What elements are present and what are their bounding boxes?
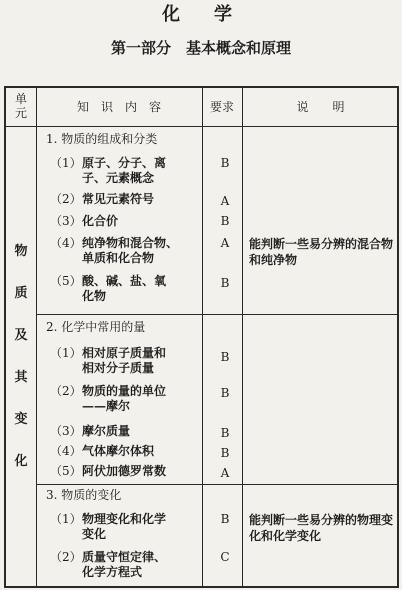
item-text bbox=[82, 156, 202, 186]
header-note: 说 明 bbox=[296, 100, 345, 114]
header-unit bbox=[6, 92, 36, 120]
header-unit-line1: 单 bbox=[14, 92, 27, 106]
item-text bbox=[82, 274, 202, 304]
header-unit-line2: 元 bbox=[14, 106, 27, 120]
page-subtitle: 第一部分 基本概念和原理 bbox=[110, 39, 291, 57]
section-note: 能判断一些易分辨的混合物和纯净物 bbox=[249, 237, 394, 267]
requirement-level: C bbox=[220, 550, 230, 564]
item-line: 子、元素概念 bbox=[82, 171, 155, 185]
item-text bbox=[82, 512, 202, 542]
unit-char: 变 bbox=[14, 412, 28, 427]
requirement-level: A bbox=[220, 194, 230, 208]
item-line: 原子、分子、离 bbox=[82, 156, 167, 170]
item-line: 化物 bbox=[82, 289, 107, 303]
item-line: 纯净物和混合物、 bbox=[82, 236, 179, 250]
section-divider bbox=[36, 484, 397, 485]
item-text bbox=[82, 424, 202, 439]
unit-char: 其 bbox=[14, 370, 28, 385]
item-line: 物质的量的单位 bbox=[82, 384, 167, 398]
column-divider bbox=[202, 88, 203, 586]
item-line: 摩尔质量 bbox=[82, 424, 131, 438]
header-requirement: 要求 bbox=[209, 100, 234, 114]
item-line: 相对原子质量和 bbox=[82, 346, 167, 360]
header-divider bbox=[6, 126, 397, 127]
requirement-level: A bbox=[220, 466, 230, 480]
item-number: （2） bbox=[50, 192, 82, 206]
item-number: （3） bbox=[50, 214, 82, 228]
requirement-level: B bbox=[220, 214, 230, 228]
section-divider bbox=[36, 314, 397, 315]
item-number: （1） bbox=[50, 512, 82, 526]
unit-char: 质 bbox=[14, 286, 28, 301]
item-line: 相对分子质量 bbox=[82, 361, 155, 375]
column-divider bbox=[242, 88, 243, 586]
requirement-level: B bbox=[220, 426, 230, 440]
requirement-level: B bbox=[220, 512, 230, 526]
item-text bbox=[82, 236, 202, 266]
item-text bbox=[82, 444, 202, 459]
item-line: 变化 bbox=[82, 527, 107, 541]
unit-char: 及 bbox=[14, 328, 28, 343]
item-line: ——摩尔 bbox=[82, 399, 131, 413]
unit-char: 化 bbox=[14, 454, 28, 469]
item-text bbox=[82, 214, 202, 229]
item-line: 化合价 bbox=[82, 214, 119, 228]
item-line: 物理变化和化学 bbox=[82, 512, 167, 526]
item-number: （4） bbox=[50, 444, 82, 458]
section-title: 3. 物质的变化 bbox=[46, 488, 122, 502]
item-text bbox=[82, 464, 202, 479]
requirement-level: B bbox=[220, 446, 230, 460]
item-text bbox=[82, 384, 202, 414]
item-line: 阿伏加德罗常数 bbox=[82, 464, 167, 478]
section-title: 1. 物质的组成和分类 bbox=[46, 132, 158, 146]
section-note: 能判断一些易分辨的物理变化和化学变化 bbox=[249, 513, 394, 543]
knowledge-table bbox=[4, 86, 399, 588]
requirement-level: A bbox=[220, 236, 230, 250]
item-line: 化学方程式 bbox=[82, 565, 143, 579]
item-number: （4） bbox=[50, 236, 82, 250]
item-number: （2） bbox=[50, 384, 82, 398]
item-line: 质量守恒定律、 bbox=[82, 550, 167, 564]
item-line: 气体摩尔体积 bbox=[82, 444, 155, 458]
item-line: 酸、碱、盐、氧 bbox=[82, 274, 167, 288]
item-text bbox=[82, 192, 202, 207]
requirement-level: B bbox=[220, 156, 230, 170]
requirement-level: B bbox=[220, 350, 230, 364]
item-text bbox=[82, 550, 202, 580]
item-text bbox=[82, 346, 202, 376]
header-content: 知 识 内 容 bbox=[76, 100, 161, 114]
item-number: （1） bbox=[50, 346, 82, 360]
section-title: 2. 化学中常用的量 bbox=[46, 320, 146, 334]
item-line: 单质和化合物 bbox=[82, 251, 155, 265]
column-divider bbox=[36, 88, 37, 586]
page-title: 化 学 bbox=[162, 4, 240, 25]
requirement-level: B bbox=[220, 276, 230, 290]
unit-char: 物 bbox=[14, 244, 28, 259]
item-number: （2） bbox=[50, 550, 82, 564]
item-number: （3） bbox=[50, 424, 82, 438]
requirement-level: B bbox=[220, 386, 230, 400]
item-number: （1） bbox=[50, 156, 82, 170]
item-number: （5） bbox=[50, 274, 82, 288]
item-number: （5） bbox=[50, 464, 82, 478]
item-line: 常见元素符号 bbox=[82, 192, 155, 206]
